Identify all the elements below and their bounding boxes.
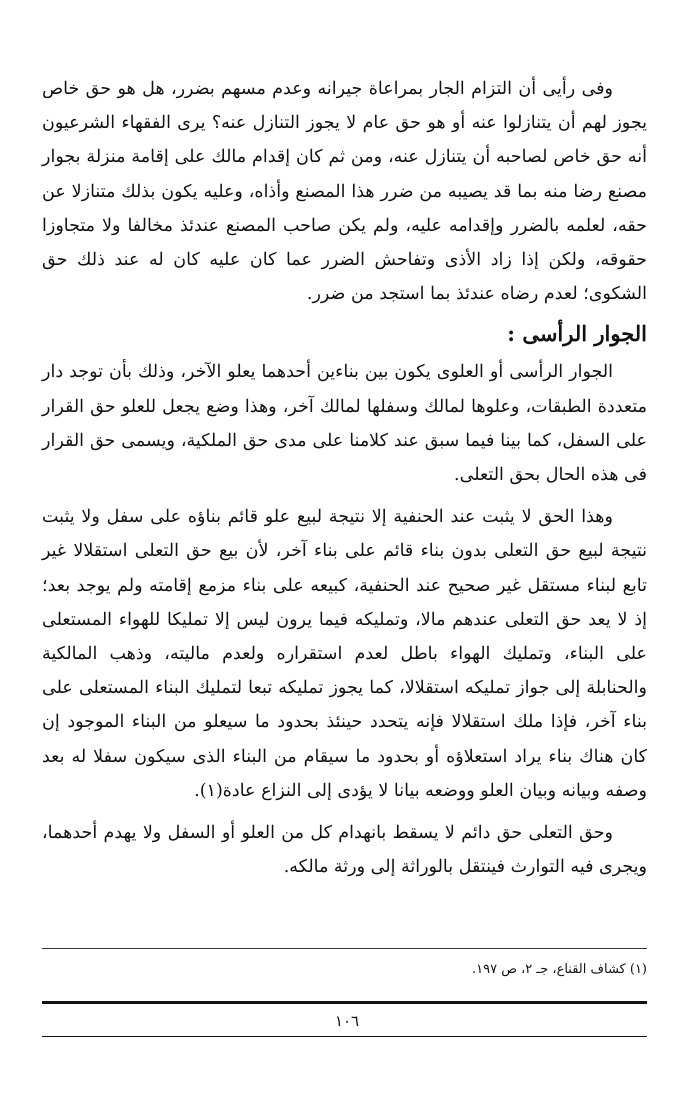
page-number: ١٠٦ <box>334 1012 360 1030</box>
paragraph-gap <box>42 492 647 500</box>
footnote: (١) كشاف القناع، جـ ٢، ص ١٩٧. <box>472 962 647 977</box>
footnote-area <box>42 948 647 981</box>
paragraph-neighbor-obligation: وفى رأيى أن التزام الجار بمراعاة جيرانه وعدم مسهم بضرر، هل هو حق خاص يجوز لهم أن يتنازلوا عنه أو هو حق عام لا يجوز التنازل عنه؟ يرى الفقهاء الشرعيون أنه حق خاص لصاحبه أن يتنازل عنه، ومن ثم كان إقدام مالك على إقامة منزلة بجوار مصنع رضا منه بما قد يصيبه من ضرر هذا المصنع وأذاه، وعليه يكون بذلك متنازلا عن حقه، لعلمه بالضرر وإقدامه عليه، ولم يكن صاحب المصنع عندئذ مخالفا ولا متجاوزا حقوقه، ولكن إذا زاد الأذى وتفاحش الضرر عما كان عليه كان له عند ذلك حق الشكوى؛ لعدم رضاه عندئذ بما استجد من ضرر. <box>42 79 647 305</box>
page-body <box>42 72 647 884</box>
paragraph-permanent-right: وحق التعلى حق دائم لا يسقط بانهدام كل من العلو أو السفل ولا يهدم أحدهما، ويجرى فيه التوارث فينتقل بالوراثة إلى ورثة مالكه. <box>42 823 647 878</box>
paragraph-gap <box>42 808 647 816</box>
section-heading: الجوار الرأسى : <box>507 321 647 347</box>
paragraph-vertical-neighbor: الجوار الرأسى أو العلوى يكون بين بناءين أحدهما يعلو الآخر، وذلك بأن توجد دار متعددة الطبقات، وعلوها لمالك وسفلها لمالك آخر، وهذا وضع يجعل للعلو حق القرار على السفل، كما بينا فيما سبق عند كلامنا على مدى حق الملكية، ويسمى حق القرار فى هذه الحال بحق التعلى. <box>42 362 647 486</box>
page-footer-rule-bottom <box>42 1036 647 1037</box>
footnote-rule <box>42 948 647 949</box>
page-footer-rule-top <box>42 1001 647 1004</box>
paragraph-hanafi-view: وهذا الحق لا يثبت عند الحنفية إلا نتيجة لبيع علو قائم بناؤه على سفل ولا يثبت نتيجة لبيع حق التعلى بدون بناء قائم على بناء آخر، لأن بيع حق التعلى استقلالا غير تابع لبناء مستقل غير صحيح عند الحنفية، كبيعه على بناء مزمع إقامته ولم يوجد بعد؛ إذ لا يعد حق التعلى عندهم مالا، وتمليكه فيما يرون ليس إلا تمليكا للهواء المستعلى على البناء، وتمليك الهواء باطل لعدم استقراره ولعدم ماليته، وذهب المالكية والحنابلة إلى جواز تمليكه استقلالا، كما يجوز تمليكه تبعا لتمليك البناء المستعلى على بناء آخر، فإذا ملك استقلالا فإنه يتحدد حينئذ بحدود ما سيعلو من البناء الموجود إن كان هناك بناء يراد استعلاؤه أو بحدود ما سيقام من البناء الذى سيكون سفلا له بعد وصفه وبيانه وبيان العلو ووضعه بيانا لا يؤدى إلى النزاع عادة(١). <box>42 507 647 801</box>
